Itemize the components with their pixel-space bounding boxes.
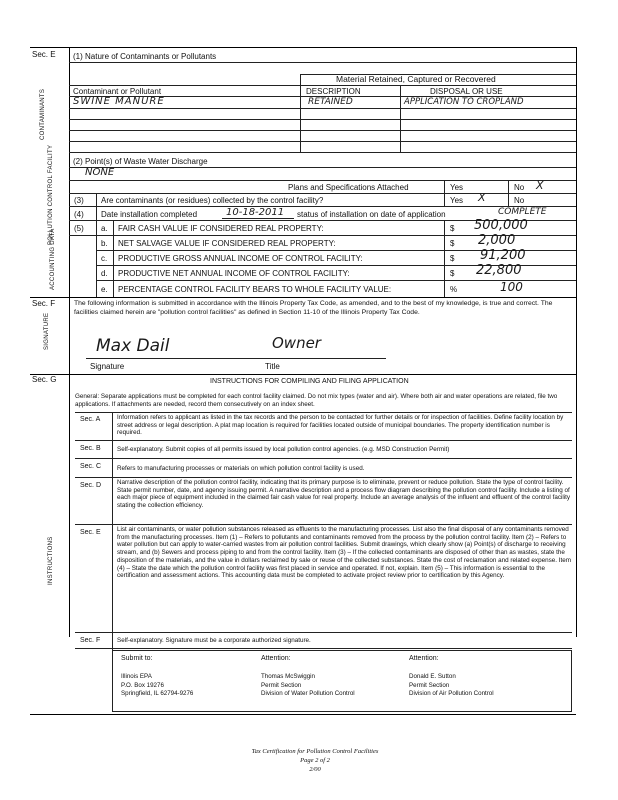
- instr-line-b: [75, 458, 572, 459]
- title-label: Title: [265, 362, 280, 371]
- item-text: PRODUCTIVE GROSS ANNUAL INCOME OF CONTROL FACILITY:: [118, 254, 363, 263]
- address-line: P.O. Box 19276: [121, 682, 164, 689]
- item-letter: c.: [101, 254, 108, 263]
- instr-line-e: [75, 632, 572, 633]
- table-row-line-3: [69, 130, 576, 131]
- item-value: 500,000: [474, 218, 528, 233]
- plans-no-mark: X: [536, 179, 544, 192]
- instr-line-d: [75, 524, 572, 525]
- point-discharge-title: (2) Point(s) of Waste Water Discharge: [73, 157, 208, 166]
- instruction-text: Information refers to applicant as listed in the tax records and the person to be contacted for further details or for inspection of facilities. Define facility location by street address or legal description. A plat map location is required for facilities located outside of municipal boundaries. The property identification number is required.: [117, 414, 564, 437]
- item-text: NET SALVAGE VALUE IF CONSIDERED REAL PROPERTY:: [118, 239, 336, 248]
- right-frame-line: [576, 47, 577, 637]
- contaminants-title: (1) Nature of Contaminants or Pollutants: [73, 52, 217, 61]
- side-label-instructions: INSTRUCTIONS: [48, 536, 54, 585]
- sec-e-bottom-line: [30, 297, 576, 298]
- item-letter: e.: [101, 285, 108, 294]
- sec-f-bottom-line: [30, 374, 576, 375]
- item-unit: $: [450, 269, 455, 278]
- address-line: Illinois EPA: [121, 673, 152, 680]
- plans-yes-label: Yes: [450, 183, 464, 192]
- address-line: Donald E. Sutton: [409, 673, 456, 680]
- footer-page: Page 2 of 2: [300, 757, 330, 764]
- side-label-pollution-facility: POLLUTION CONTROL FACILITY: [48, 144, 54, 245]
- letter-vline: [113, 220, 114, 297]
- instruction-text: Narrative description of the pollution control facility, indicating that its primary purpose is to eliminate, prevent or reduce pollution. State the type of control facility. State permit number, date, and agency issuing permit. A narrative description and a process flow diagram describing the pollution control facility. Include a listing of each major piece of equipment included in the claimed fair cash value for real property. Include an average analysis of the influent and effluent of the control facility stating the collection efficiency.: [117, 479, 571, 510]
- point-line-2: [69, 180, 576, 181]
- signature-label: Signature: [90, 362, 125, 371]
- instruction-text: Self-explanatory. Submit copies of all permits issued by local pollution control agencies. (e.g. MSD Construction Permit): [117, 446, 450, 453]
- q4-number: (4): [74, 210, 84, 219]
- disposal-value: APPLICATION TO CROPLAND: [404, 97, 524, 107]
- point-discharge-value: NONE: [85, 167, 115, 178]
- instr-sec-vline: [112, 412, 113, 633]
- instr-line-f: [75, 648, 572, 649]
- value-vline: [444, 220, 445, 297]
- instr-line-a: [75, 440, 572, 441]
- address-line: Permit Section: [409, 682, 450, 689]
- col-description-header: DESCRIPTION: [306, 87, 361, 96]
- table-row-line-4: [69, 141, 576, 142]
- q4-date-underline: [222, 218, 294, 219]
- instruction-sec: Sec. D: [80, 482, 102, 489]
- table-subheader-line: [69, 85, 576, 86]
- item-value: 22,800: [476, 263, 522, 278]
- attention-label-1: Attention:: [261, 655, 291, 662]
- footer-title: Tax Certification for Pollution Control Facilities: [251, 748, 379, 755]
- instruction-sec: Sec. F: [80, 637, 101, 644]
- item-unit: $: [450, 254, 455, 263]
- sec-g-label: Sec. G: [32, 375, 57, 384]
- item-text: PRODUCTIVE NET ANNUAL INCOME OF CONTROL FACILITY:: [118, 269, 350, 278]
- title-underline: [69, 62, 576, 63]
- q3-yes-mark: X: [478, 191, 486, 204]
- q4-date-value: 10-18-2011: [226, 207, 285, 218]
- item-unit: $: [450, 239, 455, 248]
- table-row-line-5: [69, 152, 576, 153]
- footer-rev: 2/00: [309, 766, 321, 773]
- plans-bottom-line: [69, 193, 576, 194]
- item-unit: %: [450, 285, 458, 294]
- address-line: Springfield, IL 62794-9276: [121, 690, 194, 697]
- item-text: PERCENTAGE CONTROL FACILITY BEARS TO WHOLE FACILITY VALUE:: [118, 285, 392, 294]
- table-row-line-2: [69, 119, 576, 120]
- instruction-sec: Sec. E: [80, 529, 101, 536]
- side-label-accounting: ACCOUNTING DATA: [50, 228, 56, 290]
- description-value: RETAINED: [308, 97, 353, 107]
- instruction-text: Refers to manufacturing processes or materials on which pollution control facility is used.: [117, 465, 365, 472]
- item-letter: d.: [101, 269, 108, 278]
- signature-line: [86, 358, 386, 359]
- sec-e-label: Sec. E: [32, 50, 56, 59]
- q3-yes-label: Yes: [450, 196, 464, 205]
- item-value: 100: [500, 280, 523, 294]
- q3-text: Are contaminants (or residues) collected by the control facility?: [101, 196, 324, 205]
- signature-value: Max Dail: [96, 336, 170, 356]
- general-instructions: General: Separate applications must be completed for each control facility claimed. Do not mix types (water and air). Where both air and water operations are related, file two applications. If attachments are needed, record them consecutively on an index sheet.: [75, 393, 558, 408]
- instruction-sec: Sec. A: [80, 416, 101, 423]
- submit-to-label: Submit to:: [121, 655, 153, 662]
- plans-no-label: No: [514, 183, 525, 192]
- q3-no-label: No: [514, 196, 525, 205]
- q5-number: (5): [74, 224, 84, 233]
- instruction-text: Self-explanatory. Signature must be a corporate authorized signature.: [117, 637, 311, 644]
- address-line: Division of Air Pollution Control: [409, 690, 494, 697]
- instruction-sec: Sec. C: [80, 463, 102, 470]
- q3-number: (3): [74, 196, 84, 205]
- address-line: Thomas McSwiggin: [261, 673, 315, 680]
- q4-text-b: status of installation on date of application: [297, 210, 446, 219]
- instr-line-c: [75, 477, 572, 478]
- item-text: FAIR CASH VALUE IF CONSIDERED REAL PROPERTY:: [118, 224, 324, 233]
- form-bottom-line: [30, 714, 576, 715]
- instr-bottom-vline: [112, 632, 113, 712]
- side-label-contaminants: CONTAMINANTS: [40, 88, 46, 140]
- attention-label-2: Attention:: [409, 655, 439, 662]
- col-disposal-header: DISPOSAL OR USE: [430, 87, 503, 96]
- material-retained-header: Material Retained, Captured or Recovered: [336, 74, 496, 84]
- plans-specs-label: Plans and Specifications Attached: [288, 183, 409, 192]
- instructions-title: INSTRUCTIONS FOR COMPILING AND FILING APPLICATION: [210, 378, 409, 385]
- title-value: Owner: [272, 334, 321, 352]
- address-line: Division of Water Pollution Control: [261, 690, 355, 697]
- instruction-text: List air contaminants, or water pollution substances released as effluents to the manufacturing processes. List also the final disposal of any contaminants removed from the manufacturing processes. Item (1) – Refers to pollutants and contaminants removed from the process by the pollution control facility. Item (2) – Refers to water pollution but can apply to water-carried wastes from air pollution control facilities. Submit drawings, which clearly show (a) Point(s) of discharge to receiving stream, and (b) Sewers and process piping to and from the control facility. Item (3) – If the collected contaminants are disposed of other than as wastes, state the disposition of the materials, and the value in dollars reclaimed by sale or reuse of the collected substances. State the cost of reclamation and related expense. Item (4) – State the date which the pollution control facility was first placed in service and operated. If not, explain. Item (5) – This information is essential to the certification and assessment actions. This accounting data must be completed to activate project review prior to certification by this Agency.: [117, 526, 571, 580]
- sec-f-label: Sec. F: [32, 299, 56, 308]
- sec-f-statement: The following information is submitted in accordance with the Illinois Property Tax Code, as amended, and to the best of my knowledge, is true and correct. The facilities claimed herein are "pollution control facilities" as defined in Section 11-10 of the Illinois Property Tax Code.: [74, 300, 553, 316]
- item-unit: $: [450, 224, 455, 233]
- item-value: 91,200: [480, 248, 526, 263]
- col-contaminant-header: Contaminant or Pollutant: [73, 87, 162, 96]
- submit-box: [112, 650, 572, 712]
- q4-text-a: Date installation completed: [101, 210, 198, 219]
- top-frame-line: [30, 47, 576, 48]
- sec-g-left-line: [69, 374, 70, 637]
- instr-line-top: [75, 412, 572, 413]
- q4-status-value: COMPLETE: [498, 207, 547, 217]
- item-letter: a.: [101, 224, 108, 233]
- side-label-signature: SIGNATURE: [44, 312, 50, 350]
- point-line-1: [69, 167, 576, 168]
- contaminant-value: SWINE MANURE: [73, 96, 165, 107]
- item-value: 2,000: [478, 233, 516, 248]
- address-line: Permit Section: [261, 682, 302, 689]
- table-row-line-1: [69, 108, 576, 109]
- instruction-sec: Sec. B: [80, 445, 101, 452]
- qnum-vline: [96, 193, 97, 297]
- item-letter: b.: [101, 239, 108, 248]
